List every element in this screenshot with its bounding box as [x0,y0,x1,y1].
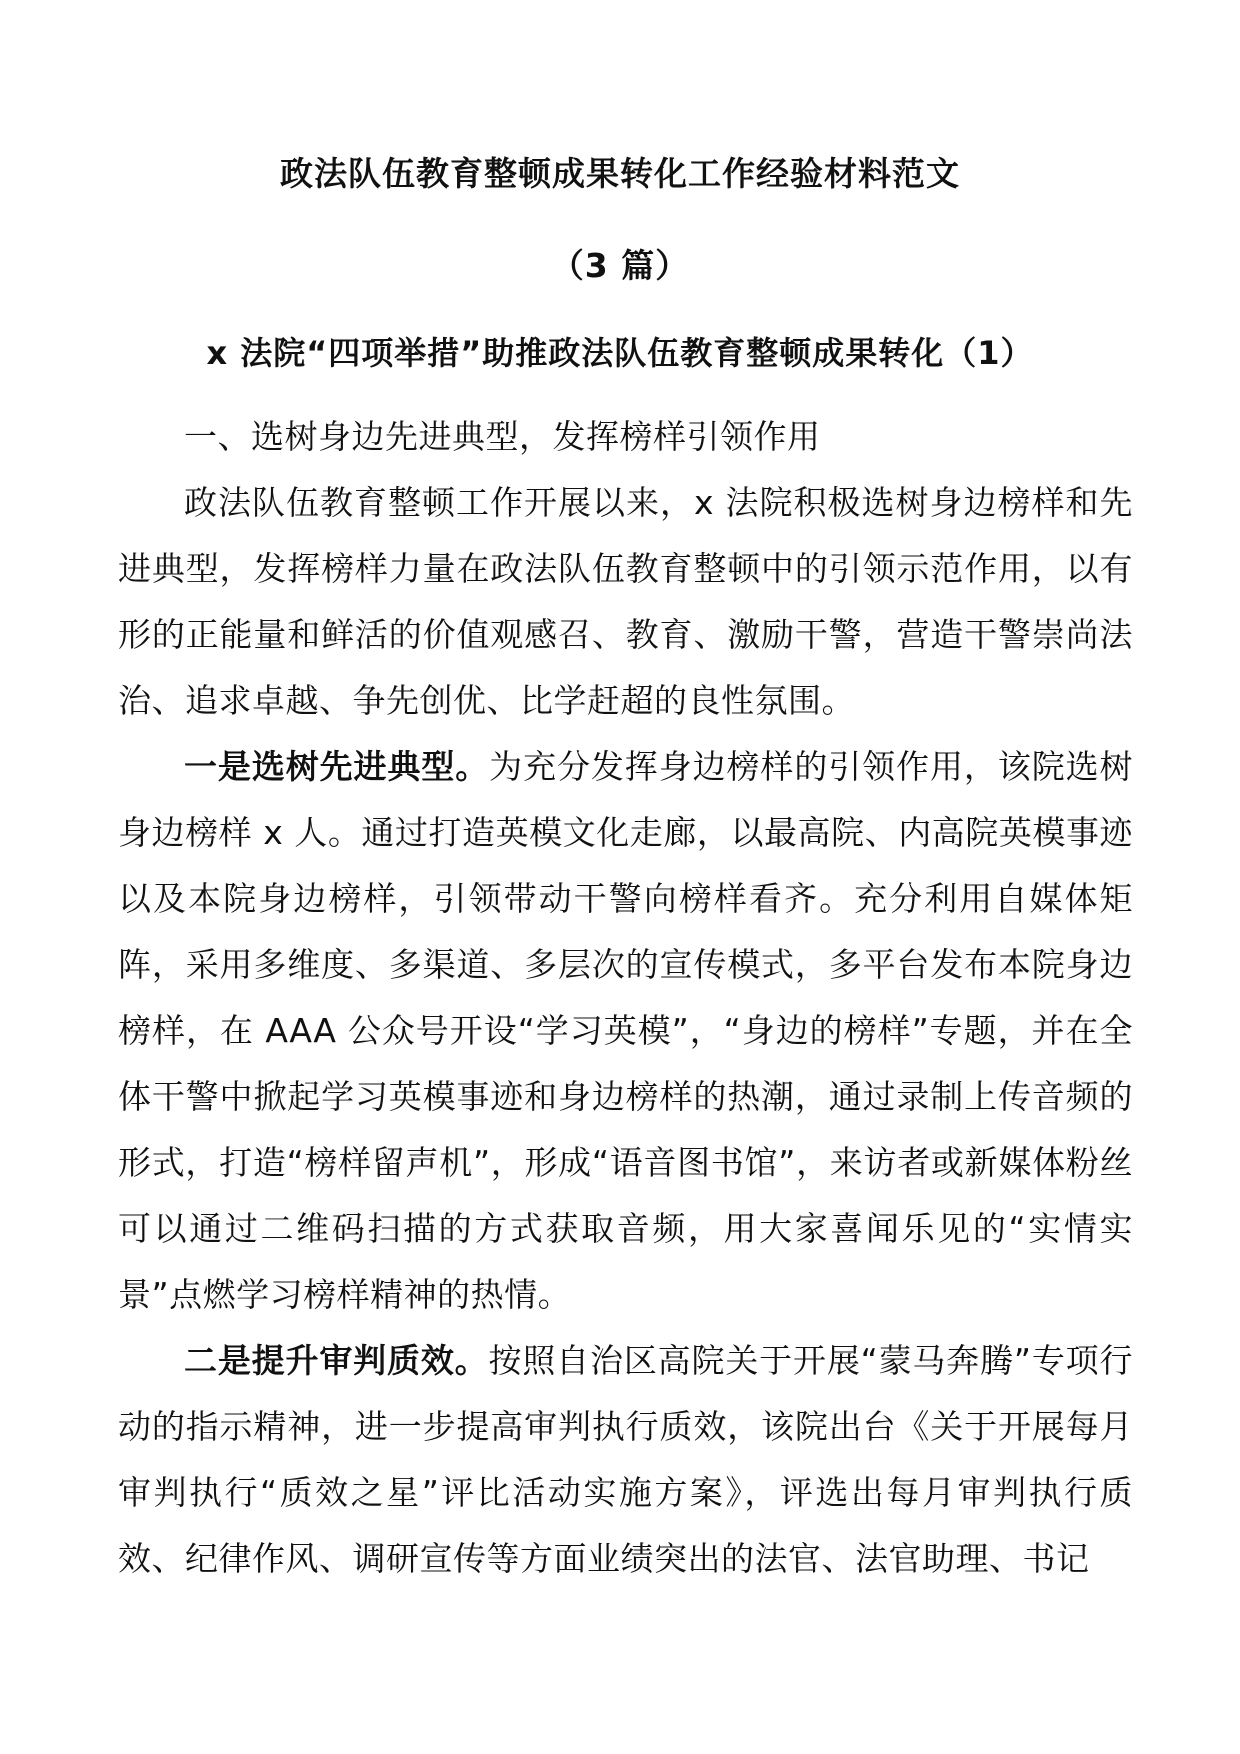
paragraph [118,1328,1133,1592]
document-title-count: （3 篇） [550,246,690,285]
paragraph-lead: 二是提升审判质效。 [184,1341,489,1380]
paragraph [118,734,1133,1328]
article-subtitle: x 法院“四项举措”助推政法队伍教育整顿成果转化（1） [206,334,1034,372]
paragraph: 政法队伍教育整顿工作开展以来，x 法院积极选树身边榜样和先进典型，发挥榜样力量在政法队伍教育整顿中的引领示范作用，以有形的正能量和鲜活的价值观感召、教育、激励干警，营造干警崇尚法治、追求卓越、争先创优、比学赶超的良性氛围。 [118,483,1133,720]
paragraph-text: 为充分发挥身边榜样的引领作用，该院选树身边榜样 x 人。通过打造英模文化走廊，以最高院、内高院英模事迹以及本院身边榜样，引领带动干警向榜样看齐。充分利用自媒体矩阵，采用多维度、多渠道、多层次的宣传模式，多平台发布本院身边榜样，在 AAA 公众号开设“学习英模”，“身边的榜样”专题，并在全体干警中掀起学习英模事迹和身边榜样的热潮，通过录制上传音频的形式，打造“榜样留声机”，形成“语音图书馆”，来访者或新媒体粉丝可以通过二维码扫描的方式获取音频，用大家喜闻乐见的“实情实景”点燃学习榜样精神的热情。 [118,747,1134,1314]
paragraph-lead: 一是选树先进典型。 [184,747,490,786]
paragraph-text: 按照自治区高院关于开展“蒙马奔腾”专项行动的指示精神，进一步提高审判执行质效，该院出台《关于开展每月审判执行“质效之星”评比活动实施方案》，评选出每月审判执行质效、纪律作风、调研宣传等方面业绩突出的法官、法官助理、书记 [118,1341,1134,1578]
document-title: 政法队伍教育整顿成果转化工作经验材料范文 [280,154,960,193]
document-body [118,404,1133,1592]
section-heading: 一、选树身边先进典型，发挥榜样引领作用 [184,417,821,456]
